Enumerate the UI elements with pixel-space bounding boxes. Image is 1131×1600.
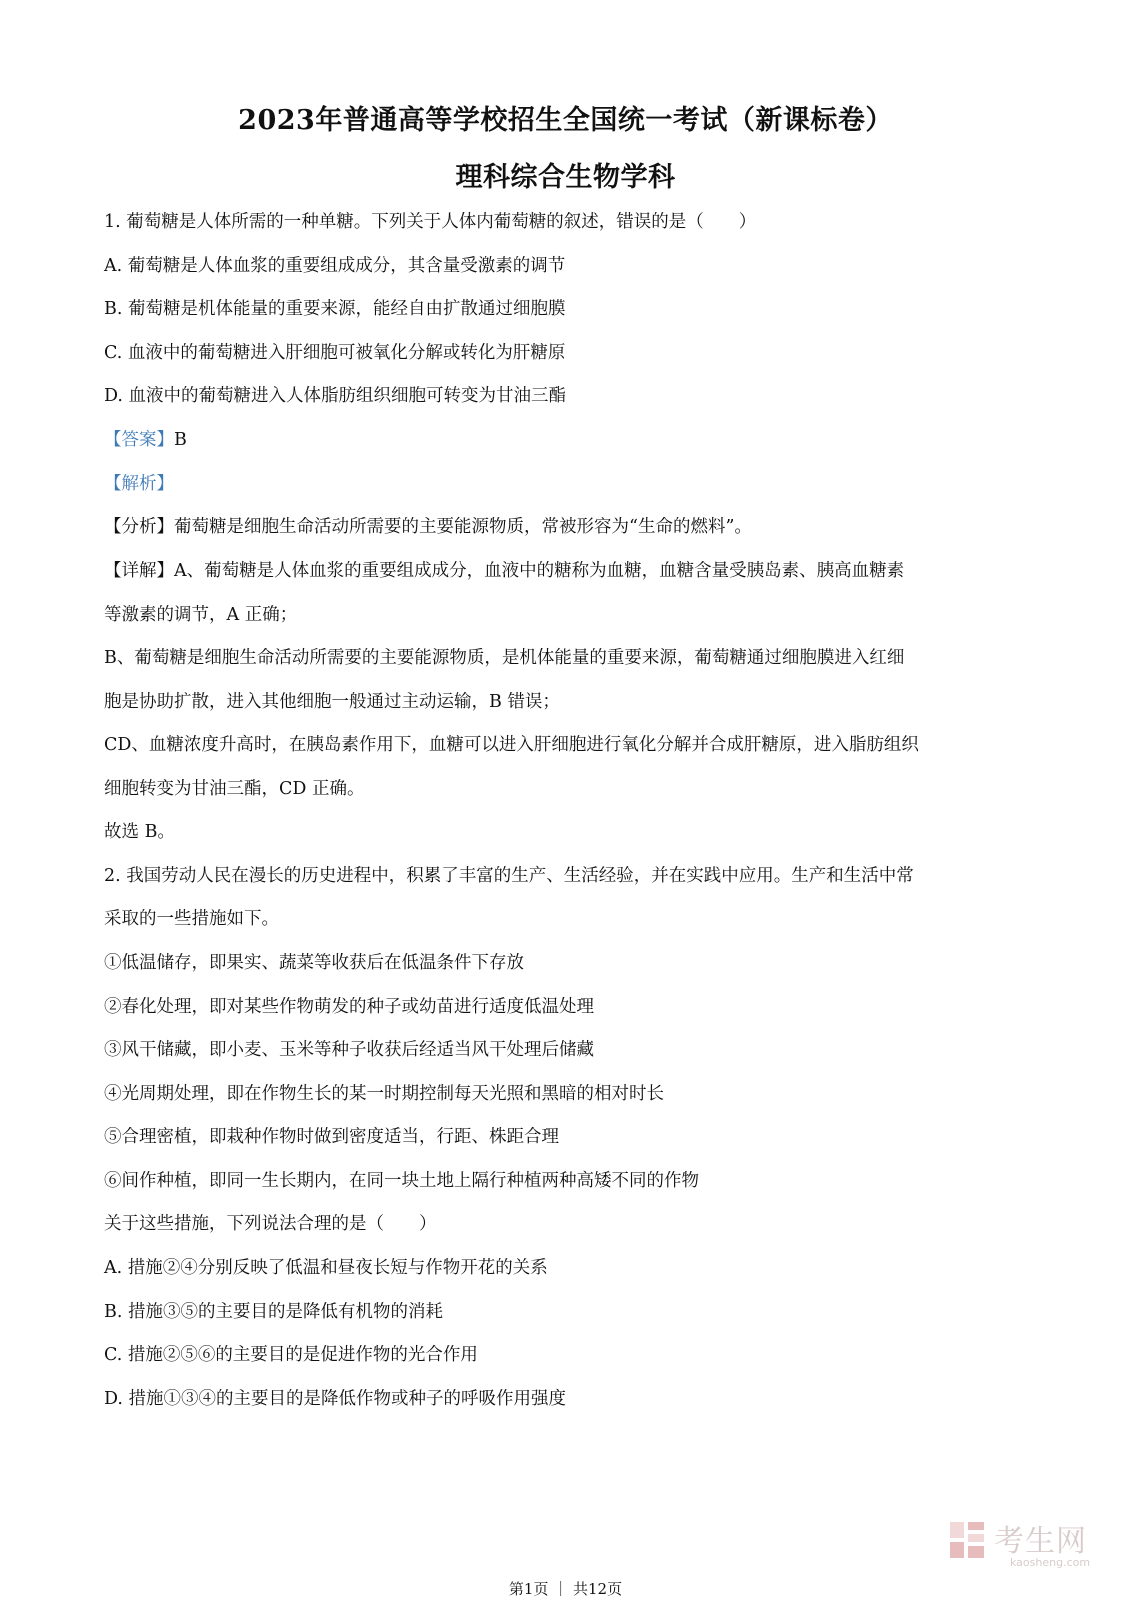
q2-measure-3: ③风干储藏，即小麦、玉米等种子收获后经适当风干处理后储藏: [104, 1040, 594, 1060]
page-footer: 第1页 ｜ 共12页: [508, 1580, 623, 1598]
q2-option-d: D. 措施①③④的主要目的是降低作物或种子的呼吸作用强度: [104, 1389, 567, 1409]
analysis-label: 【解析】: [104, 474, 174, 494]
watermark-name: 考生网: [994, 1524, 1087, 1559]
answer-value: B: [174, 430, 187, 450]
q1-xiangjie-line: B、葡萄糖是细胞生命活动所需要的主要能源物质，是机体能量的重要来源，葡萄糖通过细胞膜进入红细: [104, 648, 905, 668]
q2-stem-line: 采取的一些措施如下。: [104, 909, 279, 929]
q2-measure-4: ④光周期处理，即在作物生长的某一时期控制每天光照和黑暗的相对时长: [104, 1084, 664, 1104]
answer-label: 【答案】: [104, 430, 174, 450]
q2-measure-1: ①低温储存，即果实、蔬菜等收获后在低温条件下存放: [104, 953, 524, 973]
q1-option-d: D. 血液中的葡萄糖进入人体脂肪组织细胞可转变为甘油三酯: [104, 386, 567, 406]
document-subtitle: 理科综合生物学科: [455, 162, 676, 193]
q1-xiangjie-line: 胞是协助扩散，进入其他细胞一般通过主动运输，B 错误；: [104, 692, 560, 712]
q2-option-c: C. 措施②⑤⑥的主要目的是促进作物的光合作用: [104, 1345, 478, 1365]
q1-xiangjie-line: 细胞转变为甘油三酯，CD 正确。: [104, 779, 365, 799]
q1-xiangjie-line: 等激素的调节，A 正确；: [104, 605, 298, 625]
q1-fenxi: 【分析】葡萄糖是细胞生命活动所需要的主要能源物质，常被形容为“生命的燃料”。: [104, 517, 752, 537]
q2-stem-line: 2. 我国劳动人民在漫长的历史进程中，积累了丰富的生产、生活经验，并在实践中应用。生产和生活中常: [104, 866, 914, 886]
q2-measure-5: ⑤合理密植，即栽种作物时做到密度适当，行距、株距合理: [104, 1127, 559, 1147]
watermark: [948, 1516, 1118, 1576]
q1-option-c: C. 血液中的葡萄糖进入肝细胞可被氧化分解或转化为肝糖原: [104, 343, 566, 363]
kaosheng-logo-icon: [948, 1518, 988, 1560]
q1-option-a: A. 葡萄糖是人体血浆的重要组成成分，其含量受激素的调节: [104, 256, 566, 276]
watermark-url: kaosheng.com: [1010, 1556, 1091, 1569]
q1-answer: [104, 429, 187, 451]
q2-question: 关于这些措施，下列说法合理的是（ ）: [104, 1214, 437, 1234]
q1-conclusion: 故选 B。: [104, 822, 175, 842]
q1-option-b: B. 葡萄糖是机体能量的重要来源，能经自由扩散通过细胞膜: [104, 299, 566, 319]
q2-measure-2: ②春化处理，即对某些作物萌发的种子或幼苗进行适度低温处理: [104, 997, 594, 1017]
document-title: 2023年普通高等学校招生全国统一考试（新课标卷）: [238, 105, 893, 136]
q2-measure-6: ⑥间作种植，即同一生长期内，在同一块土地上隔行种植两种高矮不同的作物: [104, 1171, 699, 1191]
q1-stem: 1. 葡萄糖是人体所需的一种单糖。下列关于人体内葡萄糖的叙述，错误的是（ ）: [104, 212, 757, 232]
q1-xiangjie-line: CD、血糖浓度升高时，在胰岛素作用下，血糖可以进入肝细胞进行氧化分解并合成肝糖原，进入脂肪组织: [104, 735, 919, 755]
q2-option-a: A. 措施②④分别反映了低温和昼夜长短与作物开花的关系: [104, 1258, 548, 1278]
q2-option-b: B. 措施③⑤的主要目的是降低有机物的消耗: [104, 1302, 443, 1322]
q1-xiangjie-line: 【详解】A、葡萄糖是人体血浆的重要组成成分，血液中的糖称为血糖，血糖含量受胰岛素、胰高血糖素: [104, 561, 905, 581]
